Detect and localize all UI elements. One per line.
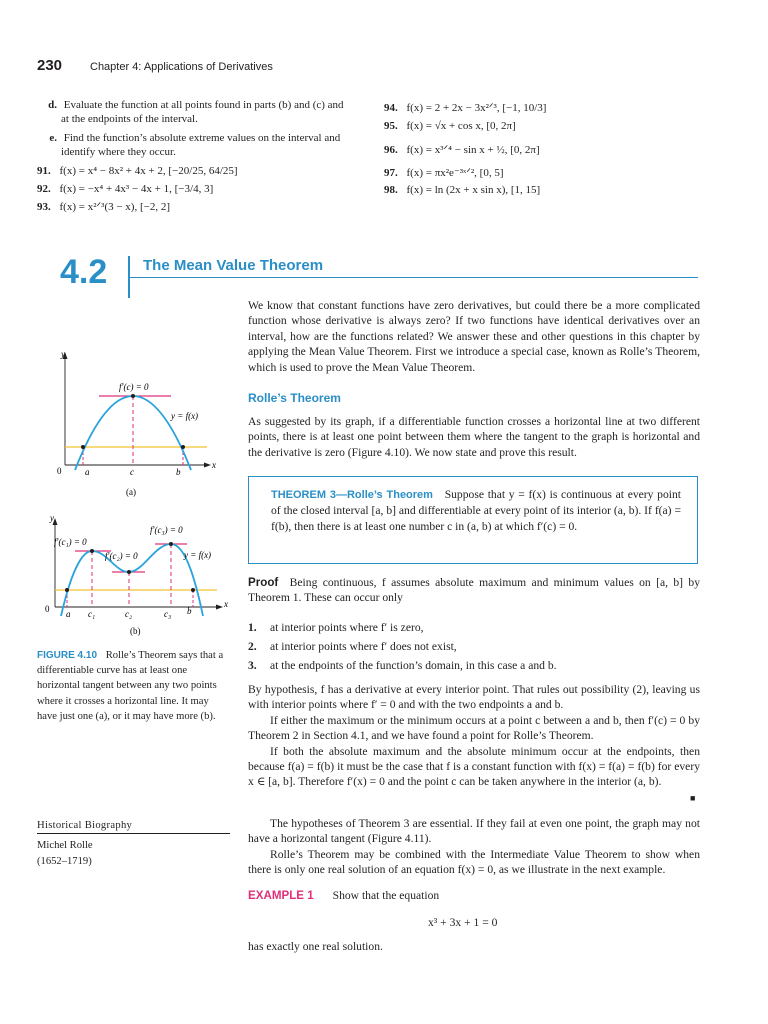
proof-para: If either the maximum or the minimum occurs at a point c between a and b, then f′(c) = 0 by Theorem 2 in Section 4.1, and we have found a point for Rolle’s Theorem.	[248, 713, 700, 743]
tick-label: c₂	[125, 609, 133, 619]
example-text: Show that the equation	[332, 889, 440, 902]
figure-graph-a	[37, 340, 237, 500]
proof-para: By hypothesis, f has a derivative at every interior point. That rules out possibility (2), leaving us with interior points where f′ = 0 and with the two endpoints a and b.	[248, 683, 700, 712]
tangent-label-c1: f′(c₁) = 0	[54, 537, 87, 547]
tick-label: c₁	[88, 609, 96, 619]
x-axis-arrow	[216, 605, 223, 610]
graph-caption: (a)	[126, 487, 136, 497]
intro-paragraph: We know that constant functions have zero derivatives, but could there be a more complicated function whose derivative is always zero? If two functions have identical derivatives over an interval, how are the functions related? We answer these and other questions in this chapter by applying the Mean Value Theorem. First we introduce a special case, known as Rolle’s Theorem, which is used to prove the Mean Value Theorem.	[248, 299, 700, 374]
point-c1	[90, 549, 94, 553]
exercise-row: 91. f(x) = x⁴ − 8x² + 4x + 2, [−20/25, 64/25]	[37, 165, 238, 177]
point-a	[81, 445, 85, 449]
proof-paragraph	[248, 575, 700, 606]
tick-label: c₃	[164, 609, 172, 619]
exercise-row: 92. f(x) = −x⁴ + 4x³ − 4x + 1, [−3/4, 3]	[37, 183, 214, 195]
after-proof	[248, 816, 700, 878]
page-number: 230	[37, 57, 63, 74]
point-a	[65, 588, 69, 592]
section-rule	[130, 277, 698, 278]
curve-label: y = f(x)	[184, 550, 212, 560]
curve-label: y = f(x)	[171, 411, 199, 421]
historical-rule	[37, 833, 230, 834]
proof-body	[248, 682, 700, 790]
point-b	[191, 588, 195, 592]
section-number: 4.2	[60, 253, 108, 291]
figure-graph-b	[37, 508, 237, 640]
x-axis-arrow	[204, 463, 211, 468]
proof-para: If both the absolute maximum and the absolute minimum occur at the endpoints, then because f(a) = f(b) it must be the case that f is a constant function with f(x) = f(a) = f(b) for every x ∈ [a, b]. Therefore f′(x) = 0 and the point c can be taken anywhere in the interior (a, b).	[248, 744, 700, 789]
example-label: EXAMPLE 1	[248, 889, 314, 902]
exercise-row: d. Evaluate the function at all points found in parts (b) and (c) and	[48, 99, 344, 111]
x-label: x	[224, 599, 228, 609]
exercise-row: 93. f(x) = x²ᐟ³(3 − x), [−2, 2]	[37, 201, 171, 213]
exercise-row: 95. f(x) = √x + cos x, [0, 2π]	[384, 120, 516, 132]
example-after: has exactly one real solution.	[248, 940, 383, 953]
point-c	[131, 394, 135, 398]
list-item: 1. at interior points where f′ is zero,	[248, 621, 424, 634]
tick-label: c	[130, 467, 134, 477]
tick-label: a	[66, 609, 71, 619]
list-item: 2. at interior points where f′ does not exist,	[248, 640, 457, 653]
exercise-row: e. Find the function’s absolute extreme values on the interval and	[49, 132, 341, 144]
tick-label: b	[187, 606, 192, 616]
tangent-label-c2: f′(c₂) = 0	[105, 551, 138, 561]
exercise-row: 97. f(x) = πx²e⁻³ˣᐟ², [0, 5]	[384, 167, 504, 179]
proof-text: Being continuous, f assumes absolute maximum and minimum values on [a, b] by Theorem 1. These can occur only	[248, 576, 701, 605]
historical-years: (1652–1719)	[37, 856, 92, 867]
figure-label: FIGURE 4.10	[37, 650, 98, 661]
rolle-heading: Rolle’s Theorem	[248, 391, 341, 405]
theorem-text	[271, 487, 681, 534]
historical-heading: Historical Biography	[37, 820, 133, 831]
ivt-para: Rolle’s Theorem may be combined with the Intermediate Value Theorem to show when there is only one real solution of an equation f(x) = 0, as we illustrate in the next example.	[248, 847, 700, 877]
historical-name: Michel Rolle	[37, 840, 93, 851]
tangent-label-c3: f′(c₃) = 0	[150, 525, 183, 535]
figure-caption	[37, 648, 229, 724]
point-c3	[169, 542, 173, 546]
qed-mark: ■	[690, 793, 696, 803]
chapter-title: Chapter 4: Applications of Derivatives	[90, 61, 273, 73]
tick-label: a	[85, 467, 90, 477]
theorem-statement: Suppose that y = f(x) is continuous at every point of the closed interval [a, b] and differentiable at every point of its interior (a, b). If f(a) = f(b), then there is at least one number c in (a, b) at which f′(c) = 0.	[271, 488, 682, 533]
theorem-label: THEOREM 3—Rolle’s Theorem	[271, 489, 433, 501]
figure-caption-text: Rolle’s Theorem says that a differentiable curve has at least one horizontal tangent between any two points where it crosses a horizontal line. It may have just one (a), or it may have more (b).	[37, 650, 224, 722]
equation: x³ + 3x + 1 = 0	[428, 916, 498, 929]
graph-caption: (b)	[130, 626, 141, 636]
point-b	[181, 445, 185, 449]
origin-label: 0	[45, 604, 50, 614]
hypotheses-para: The hypotheses of Theorem 3 are essential. If they fail at even one point, the graph may not have a horizontal tangent (Figure 4.11).	[248, 817, 700, 846]
rolle-intro-paragraph: As suggested by its graph, if a differentiable function crosses a horizontal line at two different points, there is at least one point between them where the tangent to the graph is horizontal and the derivative is zero (Figure 4.10). We now state and prove this result.	[248, 415, 700, 459]
x-label: x	[212, 460, 216, 470]
exercise-row: identify where they occur.	[61, 146, 176, 158]
exercise-row: 94. f(x) = 2 + 2x − 3x²ᐟ³, [−1, 10/3]	[384, 102, 547, 114]
example-line	[248, 888, 439, 903]
list-item: 3. at the endpoints of the function’s domain, in this case a and b.	[248, 659, 557, 672]
exercise-row: 98. f(x) = ln (2x + x sin x), [1, 15]	[384, 184, 541, 196]
tangent-label: f′(c) = 0	[119, 382, 149, 392]
exercise-row: 96. f(x) = x³ᐟ⁴ − sin x + ½, [0, 2π]	[384, 144, 540, 156]
y-label: y	[50, 513, 54, 523]
origin-label: 0	[57, 466, 62, 476]
exercise-row: at the endpoints of the interval.	[61, 113, 198, 125]
tick-label: b	[176, 467, 181, 477]
y-label: y	[61, 349, 65, 359]
section-title: The Mean Value Theorem	[143, 257, 324, 274]
proof-label: Proof	[248, 576, 279, 589]
point-c2	[127, 570, 131, 574]
